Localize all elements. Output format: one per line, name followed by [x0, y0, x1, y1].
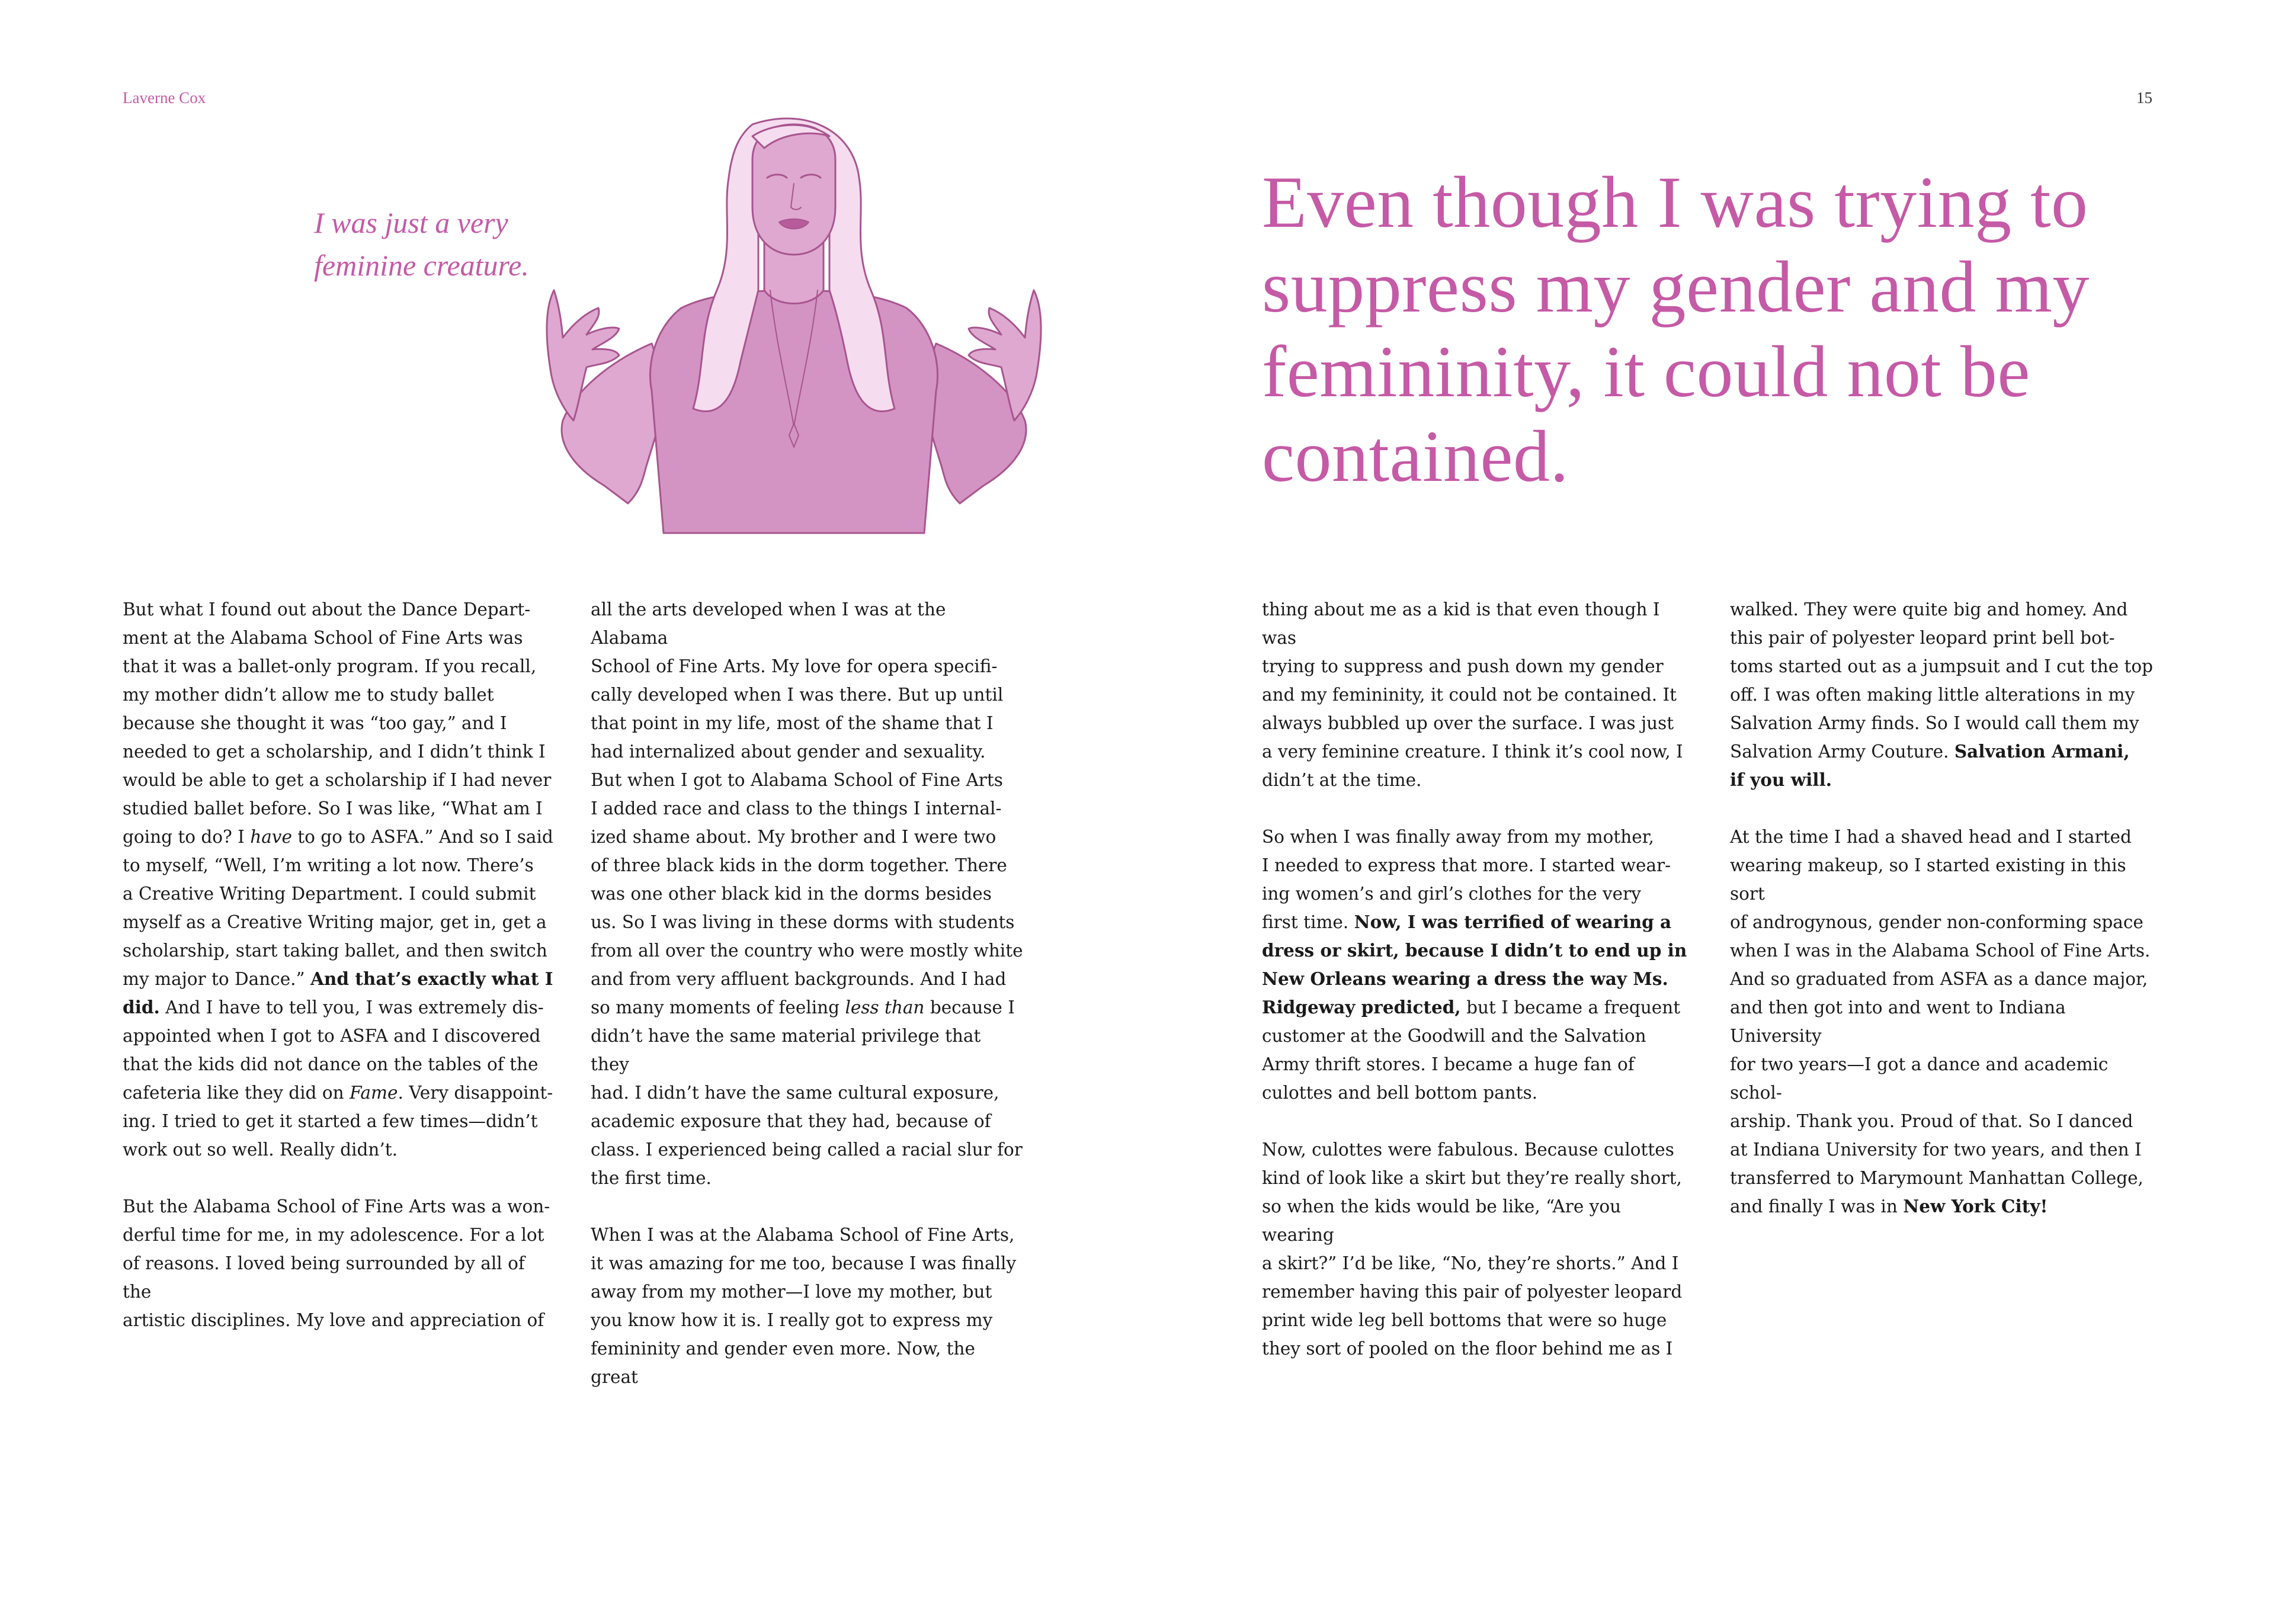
- text-column-2: [591, 595, 1023, 1391]
- italic-text: less than: [845, 997, 925, 1018]
- paragraph: [1262, 595, 1694, 794]
- italic-text: Fame: [349, 1083, 398, 1103]
- text-run: to go to ASFA.” And so I said to myself, “Well, I’m writing a lot now. There’s a Creative Writing Department. I could submit myself as a Creative Writing major, get in, get a scholarship, start taking ballet, and then switch my major to Dance.”: [123, 827, 553, 989]
- paragraph: [591, 1221, 1023, 1391]
- text-run: When I was at the Alabama School of Fine Arts, it was amazing for me too, because I was finally away from my mother—I love my mother, but you know how it is. I really got to express my femininity and gender even more. Now, the great: [591, 1225, 1017, 1387]
- bold-text: New York City!: [1903, 1196, 2048, 1217]
- bold-text: And that’s exactly what I did.: [123, 968, 553, 1018]
- torso: [650, 290, 937, 533]
- paragraph: [1262, 1135, 1694, 1363]
- text-run: But the Alabama School of Fine Arts was a won- derful time for me, in my adolescence. For a lot of reasons. I loved being surrounded by all of the artistic disciplines. My love and appreciation of: [123, 1196, 550, 1330]
- paragraph: [1730, 595, 2162, 794]
- small-pull-quote: I was just a very feminine creature.: [314, 206, 529, 282]
- page-number: 15: [2136, 89, 2152, 107]
- paragraph: [591, 595, 1023, 1192]
- text-run: So when I was finally away from my mother, I needed to express that more. I started wear- ing women’s and girl’s clothes for the very first time.: [1262, 827, 1671, 932]
- text-column-1: [123, 595, 555, 1334]
- paragraph: [123, 1192, 555, 1334]
- text-run: walked. They were quite big and homey. And this pair of polyester leopard print bell bot- toms started out as a jumpsuit and I cut the top off. I was often making little alterations in my Salvation Army finds. So I would call them my Salvation Army Couture.: [1730, 599, 2154, 762]
- paragraph: [1262, 823, 1694, 1107]
- text-run: Now, culottes were fabulous. Because culottes kind of look like a skirt but they’re really short, so when the kids would be like, “Are you wearing a skirt?” I’d be like, “No, they’re shorts.” And I remember having this pair of polyester leopard print wide leg bell bottoms that were so huge they sort of pooled on the floor behind me as I: [1262, 1140, 1683, 1359]
- text-run: At the time I had a shaved head and I started wearing makeup, so I started existing in this sort of androgynous, gender non-conforming space when I was in the Alabama School of Fine Arts. And so graduated from ASFA as a dance major, and then got into and went to Indiana University for two years—I got a dance and academic schol- arship. Thank you. Proud of that. So I danced at Indiana University for two years, and then I transferred to Marymount Manhattan College, and finally I was in: [1730, 827, 2151, 1217]
- text-run: because I didn’t have the same material privilege that they had. I didn’t have the same cultural exposure, academic exposure that they had, because of class. I experienced being called a racial slur for the first time.: [591, 997, 1023, 1188]
- bold-text: Salvation Armani, if you will.: [1730, 741, 2130, 790]
- large-pull-quote: Even though I was trying to suppress my gender and my femininity, it could not be contained.: [1262, 162, 2090, 497]
- text-column-3: [1262, 595, 1694, 1363]
- bold-text: Now, I was terrified of wearing a dress or skirt, because I didn’t to end up in New Orleans wearing a dress the way Ms. Ridgeway predicted,: [1262, 912, 1687, 1018]
- text-run: thing about me as a kid is that even though I was trying to suppress and push down my gender and my femininity, it could not be contained. It always bubbled up over the surface. I was just a very feminine creature. I think it’s cool now, I didn’t at the time.: [1262, 599, 1683, 790]
- italic-text: have: [250, 827, 292, 847]
- text-run: But what I found out about the Dance Depart- ment at the Alabama School of Fine Arts was that it was a ballet-only program. If you recall, my mother didn’t allow me to study ballet because she thought it was “too gay,” and I needed to get a scholarship, and I didn’t think I would be able to get a scholarship if I had never studied ballet before. So I was like, “What am I going to do? I: [123, 599, 552, 847]
- woman-portrait-illustration: [474, 113, 1114, 563]
- running-head: Laverne Cox: [123, 89, 206, 107]
- text-run: And I have to tell you, I was extremely dis- appointed when I got to ASFA and I discovered that the kids did not dance on the tables of the cafeteria like they did on: [123, 997, 544, 1103]
- text-run: all the arts developed when I was at the Alabama School of Fine Arts. My love for opera specifi- cally developed when I was there. But up until that point in my life, most of the shame that I had internalized about gender and sexuality. But when I got to Alabama School of Fine Arts I added race and class to the things I internal- ized shame about. My brother and I were two of three black kids in the dorm together. There was one other black kid in the dorms besides us. So I was living in these dorms with students from all over the country who were mostly white and from very affluent backgrounds. And I had so many moments of feeling: [591, 599, 1023, 1018]
- paragraph: [123, 595, 555, 1164]
- text-run: but I became a frequent customer at the Goodwill and the Salvation Army thrift stores. I became a huge fan of culottes and bell bottom pants.: [1262, 997, 1681, 1103]
- text-run: . Very disappoint- ing. I tried to get it started a few times—didn’t work out so well. Really didn’t.: [123, 1083, 553, 1160]
- text-column-4: [1730, 595, 2162, 1221]
- paragraph: [1730, 823, 2162, 1221]
